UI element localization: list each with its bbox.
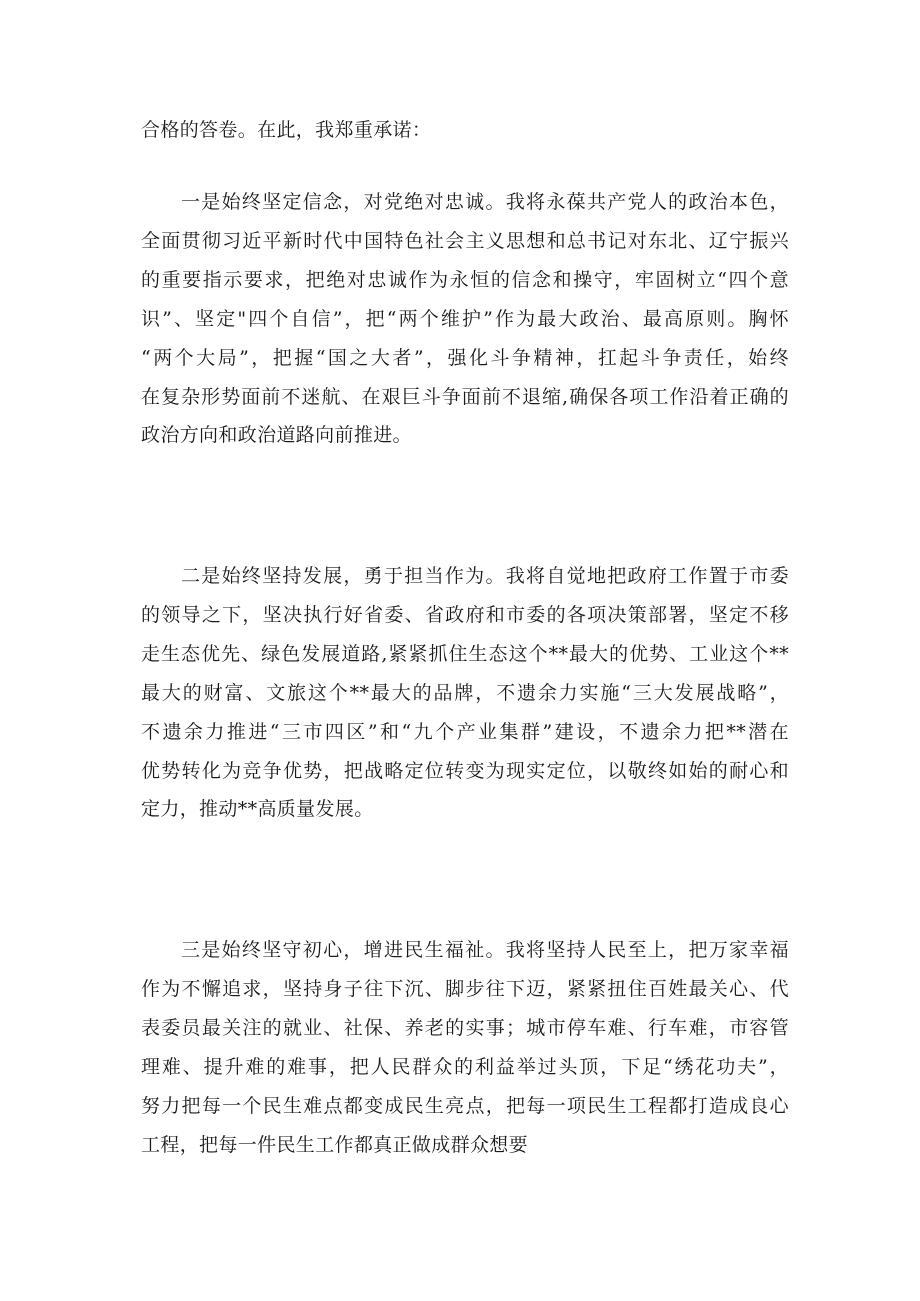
text-line: “两个大局”，把握“国之大者”，强化斗争精神，扛起斗争责任，始终 [141,346,789,369]
text-line: 工程，把每一件民生工作都真正做成群众想要 [141,1133,529,1156]
text-line: 表委员最关注的就业、社保、养老的实事；城市停车难、行车难，市容管 [141,1016,789,1039]
text-line: 的领导之下，坚决执行好省委、省政府和市委的各项决策部署，坚定不移 [141,603,789,626]
text-line: 政治方向和政治道路向前推进。 [141,424,412,447]
paragraph-commitment-two [141,557,789,829]
text-line: 三是始终坚守初心，增进民生福祉。我将坚持人民至上，把万家幸福 [181,939,789,961]
text-line: 走生态优先、绿色发展道路,紧紧抓住生态这个**最大的优势、工业这个** [141,642,789,665]
paragraph-intro [141,111,789,150]
text-line: 优势转化为竞争优势，把战略定位转变为现实定位，以敬终如始的耐心和 [141,759,789,782]
text-line: 合格的答卷。在此，我郑重承诺： [141,119,432,141]
text-line: 的重要指示要求，把绝对忠诚作为永恒的信念和操守，牢固树立“四个意 [141,268,789,291]
text-line: 一是始终坚定信念，对党绝对忠诚。我将永葆共产党人的政治本色， [181,191,789,213]
text-line: 不遗余力推进“三市四区”和“九个产业集群”建设，不遗余力把**潜在 [141,720,789,743]
text-line: 二是始终坚持发展，勇于担当作为。我将自觉地把政府工作置于市委 [181,565,789,587]
text-line: 作为不懈追求，坚持身子往下沉、脚步往下迈，紧紧扭住百姓最关心、代 [141,977,789,1000]
text-line: 理难、提升难的难事，把人民群众的利益举过头顶，下足“绣花功夫”， [141,1055,789,1078]
paragraph-commitment-three [141,931,789,1164]
text-line: 识”、坚定"四个自信”，把“两个维护”作为最大政治、最高原则。胸怀 [141,307,789,330]
text-line: 定力，推动**高质量发展。 [141,798,374,821]
text-line: 最大的财富、文旅这个**最大的品牌，不遗余力实施“三大发展战略”， [141,681,789,704]
text-line: 全面贯彻习近平新时代中国特色社会主义思想和总书记对东北、辽宁振兴 [141,229,789,252]
text-line: 努力把每一个民生难点都变成民生亮点，把每一项民生工程都打造成良心 [141,1094,789,1117]
text-line: 在复杂形势面前不迷航、在艰巨斗争面前不退缩,确保各项工作沿着正确的 [141,385,789,408]
paragraph-commitment-one [141,183,789,455]
